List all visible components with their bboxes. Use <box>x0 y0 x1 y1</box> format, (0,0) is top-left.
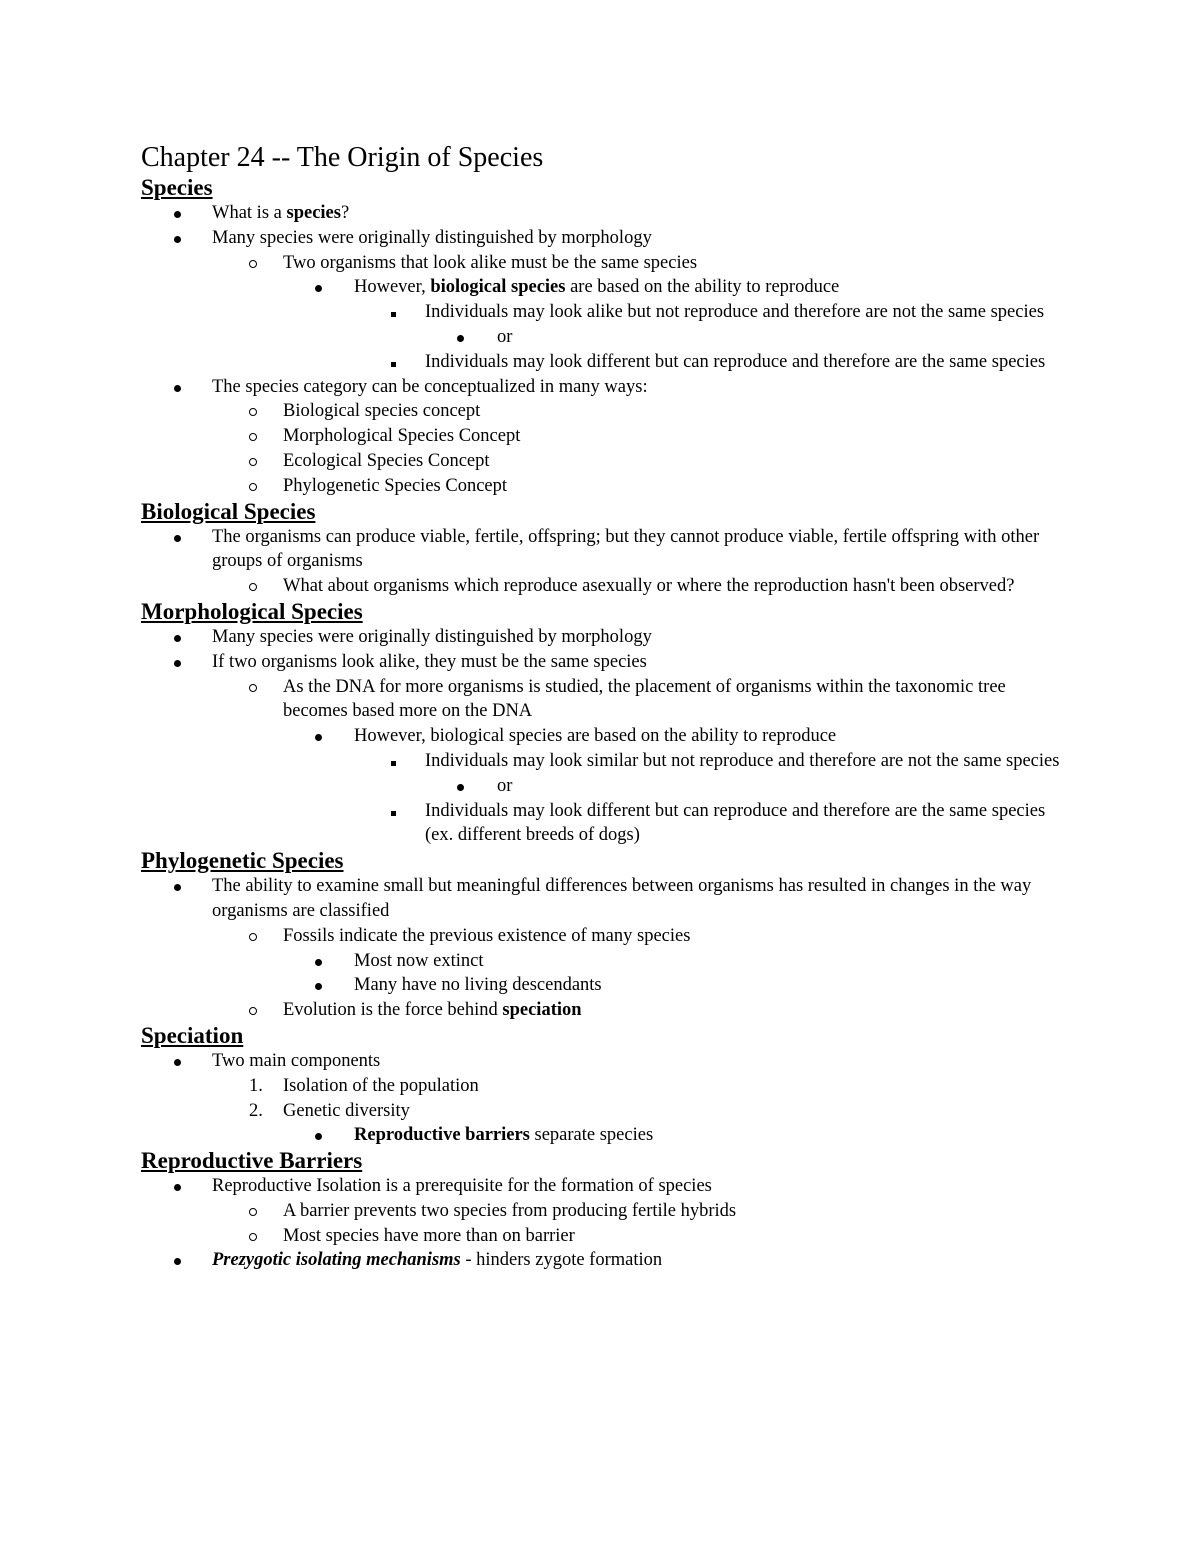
list-item-text: However, biological species are based on the ability to reproduce <box>354 726 837 747</box>
square-bullet-icon <box>391 749 411 774</box>
section-heading: Reproductive Barriers <box>141 1148 363 1174</box>
list-item <box>141 1224 1061 1249</box>
sections-container <box>141 175 1061 1273</box>
list-item-text: As the DNA for more organisms is studied, the placement of organisms within the taxonomic tree becomes based more on the DNA <box>283 676 1006 722</box>
bullet-icon <box>457 774 477 799</box>
list-item-text: Individuals may look similar but not reproduce and therefore are not the same species <box>425 750 1060 771</box>
list-item <box>141 350 1061 375</box>
list-item-text: The organisms can produce viable, fertile, offspring; but they cannot produce viable, fertile offspring with other groups of organisms <box>212 526 1040 572</box>
list-item-text: Two main components <box>212 1050 381 1071</box>
list-item-text: Reproductive Isolation is a prerequisite for the formation of species <box>212 1176 712 1197</box>
list-item <box>141 749 1061 774</box>
list-item-text: Many have no living descendants <box>354 975 602 996</box>
list-item <box>141 1174 1061 1199</box>
list-item <box>141 998 1061 1023</box>
list-item <box>141 275 1061 300</box>
list-item-text: Reproductive barriers separate species <box>354 1125 654 1146</box>
section-heading: Species <box>141 175 213 200</box>
list-item-text: Fossils indicate the previous existence of many species <box>283 925 691 946</box>
list-item <box>141 774 1061 799</box>
square-bullet-icon <box>391 350 411 375</box>
list-item-text: Isolation of the population <box>283 1075 479 1096</box>
list-item <box>141 874 1061 924</box>
list-item <box>141 625 1061 650</box>
bullet-icon <box>174 375 194 400</box>
list-item-text: What is a species? <box>212 203 350 223</box>
list-item-text: Prezygotic isolating mechanisms - hinders zygote formation <box>212 1250 663 1271</box>
bullet-icon <box>315 275 335 300</box>
list-item <box>141 300 1061 325</box>
list-item-text: Most species have more than on barrier <box>283 1225 575 1246</box>
bullet-icon <box>315 949 335 974</box>
bullet-icon <box>174 226 194 251</box>
document-body <box>141 141 1061 1273</box>
list-item <box>141 375 1061 400</box>
list-item <box>141 650 1061 675</box>
list-item-text: Genetic diversity <box>283 1100 410 1121</box>
bullet-icon <box>174 874 194 899</box>
list-item-text: A barrier prevents two species from producing fertile hybrids <box>283 1200 737 1221</box>
list-item <box>141 525 1061 575</box>
list-item-text: Individuals may look different but can reproduce and therefore are the same species (ex. different breeds of dogs) <box>425 800 1046 846</box>
list-item <box>141 251 1061 276</box>
bullet-icon <box>174 1248 194 1273</box>
bullet-icon <box>457 325 477 350</box>
bullet-icon <box>174 525 194 550</box>
hollow-bullet-icon <box>249 251 269 276</box>
list-item-text: Two organisms that look alike must be the same species <box>283 252 698 273</box>
page-title: Chapter 24 -- The Origin of Species <box>141 142 544 173</box>
list-number: 2. <box>249 1100 263 1121</box>
list-item-text: Ecological Species Concept <box>283 450 490 471</box>
list-item <box>141 1199 1061 1224</box>
list-item <box>141 949 1061 974</box>
list-item-text: The species category can be conceptualized in many ways: <box>212 376 648 397</box>
bullet-icon <box>174 201 194 226</box>
list-item <box>141 799 1061 849</box>
bullet-icon <box>315 724 335 749</box>
list-item-text: Biological species concept <box>283 401 481 422</box>
list-item <box>141 973 1061 998</box>
list-item <box>141 724 1061 749</box>
bullet-icon <box>174 1049 194 1074</box>
section-heading: Biological Species <box>141 498 316 524</box>
list-item-text: Morphological Species Concept <box>283 426 521 447</box>
square-bullet-icon <box>391 799 411 824</box>
list-item <box>141 1049 1061 1074</box>
list-item-text: or <box>497 326 513 347</box>
hollow-bullet-icon <box>249 449 269 474</box>
list-item <box>141 1099 1061 1124</box>
list-item-text: Individuals may look different but can reproduce and therefore are the same species <box>425 351 1046 372</box>
list-item <box>141 201 1061 226</box>
list-item <box>141 474 1061 499</box>
list-item-text: Most now extinct <box>354 950 484 971</box>
hollow-bullet-icon <box>249 924 269 949</box>
hollow-bullet-icon <box>249 474 269 499</box>
bullet-icon <box>174 1174 194 1199</box>
list-item-text: Individuals may look alike but not reproduce and therefore are not the same species <box>425 302 1045 323</box>
list-item <box>141 574 1061 599</box>
list-item <box>141 325 1061 350</box>
square-bullet-icon <box>391 300 411 325</box>
list-item <box>141 675 1061 725</box>
list-item-text: Many species were originally distinguished by morphology <box>212 227 652 248</box>
list-item-text: or <box>497 775 513 796</box>
hollow-bullet-icon <box>249 675 269 700</box>
list-item-text: Phylogenetic Species Concept <box>283 475 508 496</box>
section-heading: Speciation <box>141 1022 244 1048</box>
hollow-bullet-icon <box>249 1199 269 1224</box>
hollow-bullet-icon <box>249 574 269 599</box>
list-item <box>141 1074 1061 1099</box>
hollow-bullet-icon <box>249 424 269 449</box>
list-item-text: However, biological species are based on the ability to reproduce <box>354 277 840 298</box>
section-heading: Phylogenetic Species <box>141 848 344 874</box>
list-item <box>141 1248 1061 1273</box>
bullet-icon <box>174 650 194 675</box>
list-number: 1. <box>249 1075 263 1096</box>
bullet-icon <box>174 625 194 650</box>
hollow-bullet-icon <box>249 998 269 1023</box>
list-item <box>141 1123 1061 1148</box>
hollow-bullet-icon <box>249 1224 269 1249</box>
list-item <box>141 399 1061 424</box>
section-heading: Morphological Species <box>141 598 363 624</box>
list-item-text: Many species were originally distinguished by morphology <box>212 626 652 647</box>
list-item-text: Evolution is the force behind speciation <box>283 1000 582 1021</box>
hollow-bullet-icon <box>249 399 269 424</box>
list-item <box>141 226 1061 251</box>
bullet-icon <box>315 973 335 998</box>
list-item <box>141 424 1061 449</box>
list-item-text: If two organisms look alike, they must be the same species <box>212 651 647 672</box>
list-item <box>141 449 1061 474</box>
list-item-text: The ability to examine small but meaningful differences between organisms has resulted in changes in the way organisms are classified <box>212 876 1032 921</box>
list-item-text: What about organisms which reproduce asexually or where the reproduction hasn't been observed? <box>283 576 1015 597</box>
list-item <box>141 924 1061 949</box>
bullet-icon <box>315 1123 335 1148</box>
